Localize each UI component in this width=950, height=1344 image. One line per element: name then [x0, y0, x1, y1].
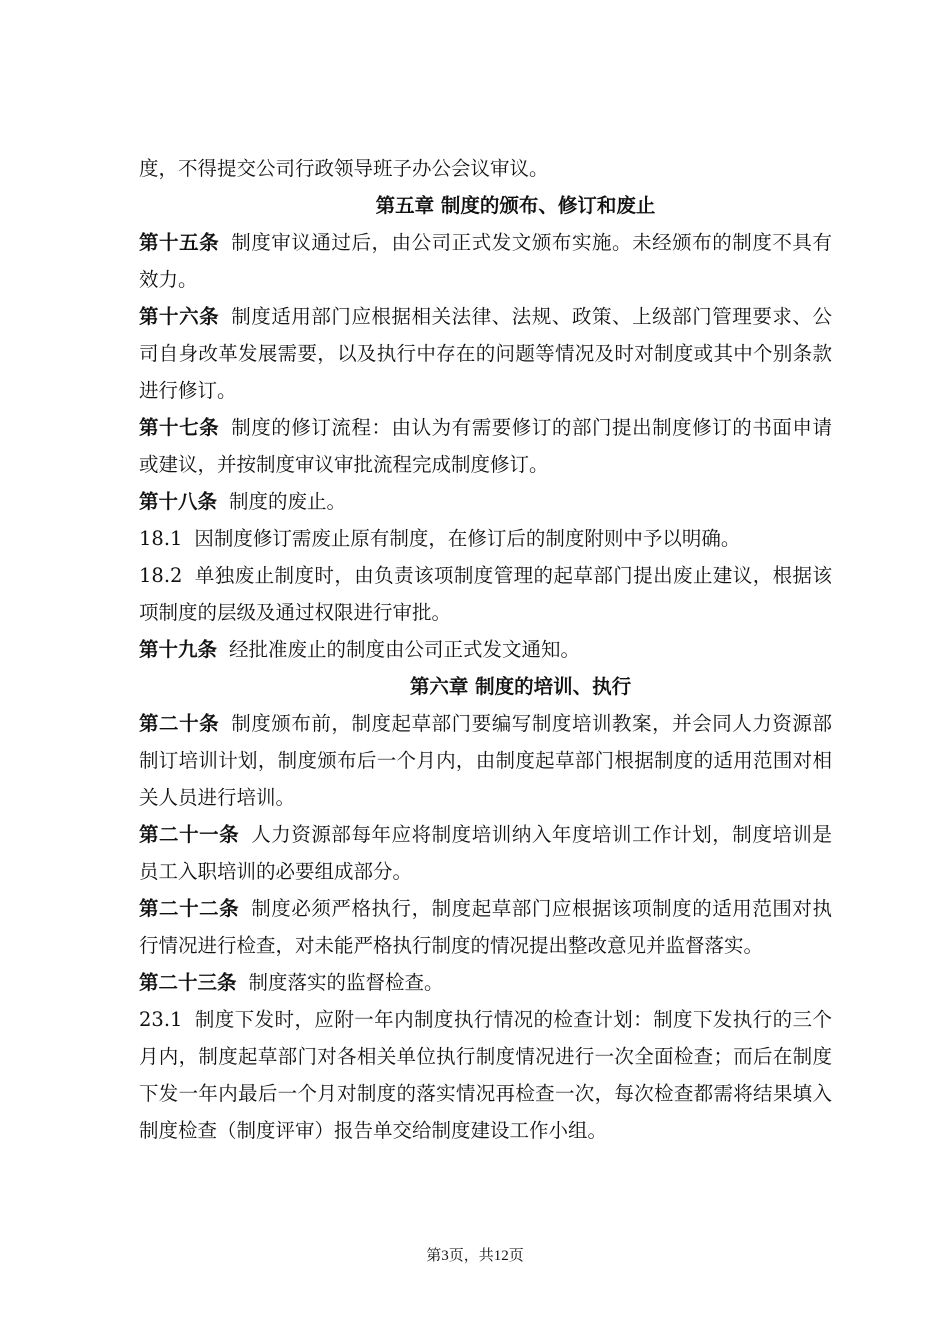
article-16 — [139, 298, 832, 409]
article-label: 第二十二条 — [139, 897, 240, 920]
article-text: 制度颁布前，制度起草部门要编写制度培训教案，并会同人力资源部制订培训计划，制度颁布后一个月内，由制度起草部门根据制度的适用范围对相关人员进行培训。 — [139, 712, 832, 809]
article-text: 制度的废止。 — [229, 490, 347, 513]
article-label: 第十八条 — [139, 490, 218, 513]
clause-text: 制度下发时，应附一年内制度执行情况的检查计划：制度下发执行的三个月内，制度起草部门对各相关单位执行制度情况进行一次全面检查；而后在制度下发一年内最后一个月对制度的落实情况再检查一次，每次检查都需将结果填入制度检查（制度评审）报告单交给制度建设工作小组。 — [139, 1008, 832, 1142]
clause-number: 23.1 — [139, 1008, 183, 1031]
article-text: 制度落实的监督检查。 — [248, 971, 444, 994]
article-21 — [139, 816, 832, 890]
document-body — [139, 150, 832, 1149]
article-label: 第十五条 — [139, 231, 220, 254]
clause-number: 18.1 — [139, 527, 183, 550]
article-text: 人力资源部每年应将制度培训纳入年度培训工作计划，制度培训是员工入职培训的必要组成部分。 — [139, 823, 832, 883]
article-label: 第二十条 — [139, 712, 220, 735]
article-text: 制度适用部门应根据相关法律、法规、政策、上级部门管理要求、公司自身改革发展需要，以及执行中存在的问题等情况及时对制度或其中个别条款进行修订。 — [139, 305, 832, 402]
article-label: 第十九条 — [139, 638, 218, 661]
clause-text: 单独废止制度时，由负责该项制度管理的起草部门提出废止建议，根据该项制度的层级及通过权限进行审批。 — [139, 564, 832, 624]
article-text: 经批准废止的制度由公司正式发文通知。 — [229, 638, 581, 661]
article-label: 第十六条 — [139, 305, 220, 328]
article-text: 制度审议通过后，由公司正式发文颁布实施。未经颁布的制度不具有效力。 — [139, 231, 832, 291]
page-footer: 第3页，共12页 — [426, 1248, 524, 1264]
article-label: 第十七条 — [139, 416, 220, 439]
clause-text: 因制度修订需废止原有制度，在修订后的制度附则中予以明确。 — [194, 527, 741, 550]
article-20 — [139, 705, 832, 816]
clause-18-2 — [139, 557, 832, 631]
clause-23-1 — [139, 1001, 832, 1149]
article-text: 制度的修订流程：由认为有需要修订的部门提出制度修订的书面申请或建议，并按制度审议审批流程完成制度修订。 — [139, 416, 832, 476]
article-text: 制度必须严格执行，制度起草部门应根据该项制度的适用范围对执行情况进行检查，对未能严格执行制度的情况提出整改意见并监督落实。 — [139, 897, 832, 957]
chapter-heading: 第五章 制度的颁布、修订和废止 — [375, 194, 656, 217]
article-17 — [139, 409, 832, 483]
chapter-heading: 第六章 制度的培训、执行 — [409, 675, 632, 698]
clause-18-1 — [139, 520, 832, 557]
article-19 — [139, 631, 832, 668]
article-label: 第二十一条 — [139, 823, 240, 846]
paragraph-continuation: 度，不得提交公司行政领导班子办公会议审议。 — [139, 157, 549, 180]
article-15 — [139, 224, 832, 298]
article-18 — [139, 483, 832, 520]
article-23 — [139, 964, 832, 1001]
article-22 — [139, 890, 832, 964]
article-label: 第二十三条 — [139, 971, 237, 994]
clause-number: 18.2 — [139, 564, 183, 587]
